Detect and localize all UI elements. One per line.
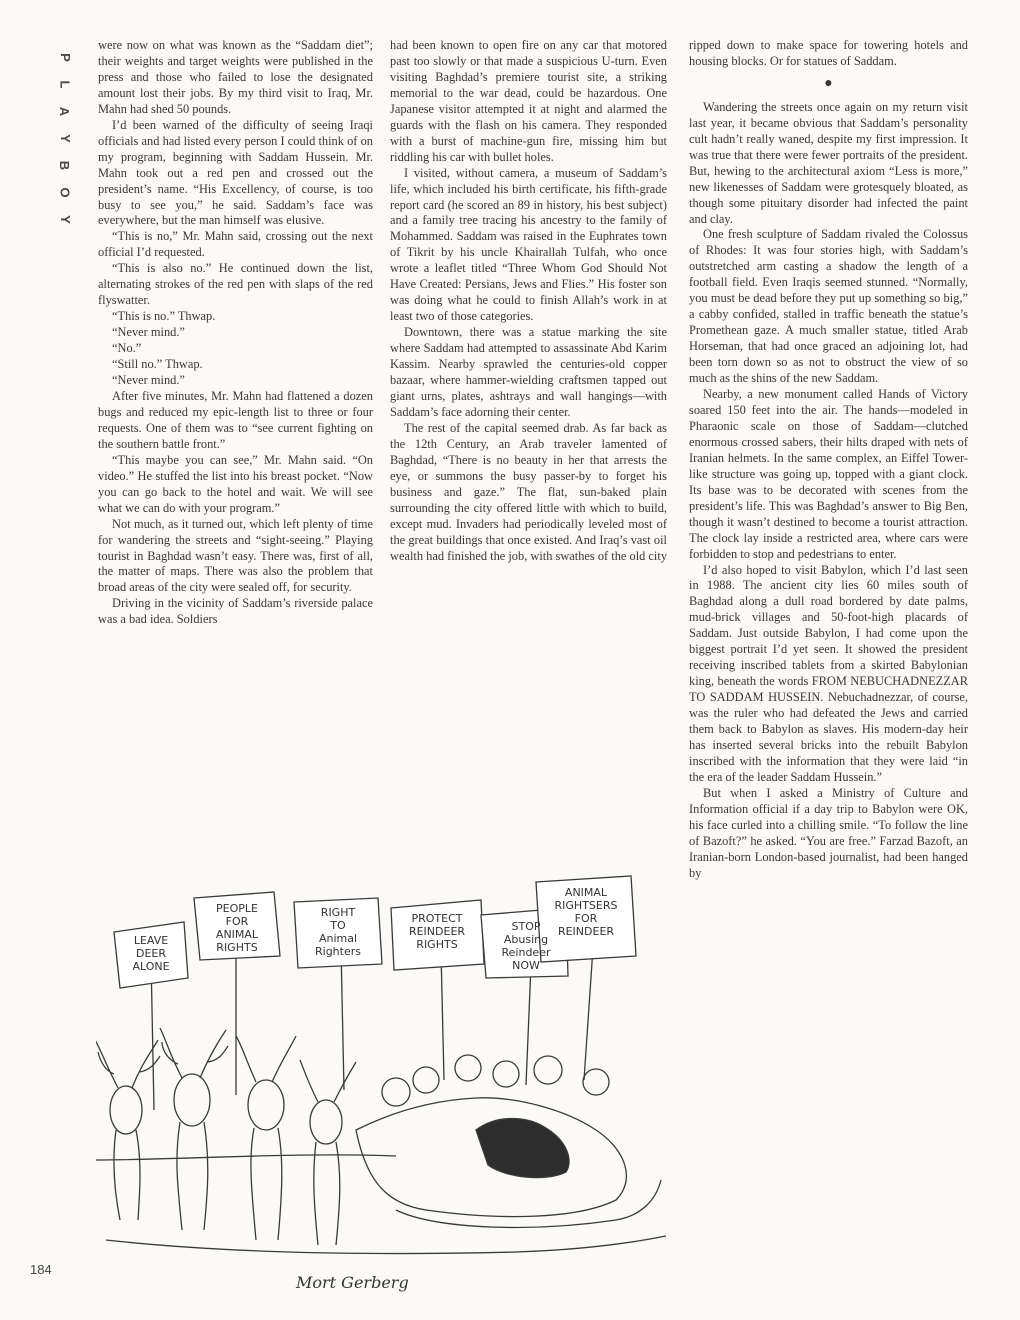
paragraph: “This is no.” Thwap. <box>112 309 216 324</box>
paragraph: I visited, without camera, a museum of Saddam’s life, which included his birth certificate, his fifth-grade report card (he scored an 89 in history, his best subject) and a family tree tracing his ancestry to the family of Mohammed. Saddam was raised in the Euphrates town of Tikrit by his uncle Khairallah Tulfah, who once wrote a leaflet titled “Three Whom God Should Not Have Created: Persians, Jews and Flies.” His foster son was doing what he could to finish Allah’s work in at least two of those categories. <box>390 165 667 324</box>
paragraph: Wandering the streets once again on my return visit last year, it became obvious that Saddam’s personality cult hadn’t really waned, despite my first impression. It was true that there were fewer portraits of the president. But, hewing to the architectural axiom “Less is more,” new likenesses of Saddam were grotesquely bloated, as though some pituitary disorder had infected the paint and clay. <box>689 99 968 226</box>
masthead-letter: L <box>57 80 73 89</box>
text-column-1 <box>98 38 373 628</box>
paragraph: Nearby, a new monument called Hands of Victory soared 150 feet into the air. The hands—modeled in Pharaonic scale on those of Saddam—clutched enormous crossed sabers, their hilts draped with nets of Iranian helmets. In the same complex, an Eiffel Tower-like structure was going up, topped with a giant clock. Its base was to be decorated with scenes from the president’s life. This was Baghdad’s answer to Big Ben, though it wasn’t destined to become a tourist attraction. The clock lay inside a restricted area, where cars were forbidden to stop and pedestrians to enter. <box>689 387 968 561</box>
masthead-letter: A <box>57 106 73 117</box>
text-column-3 <box>689 38 968 882</box>
paragraph: “No.” <box>112 341 142 356</box>
masthead-letter: O <box>57 187 73 198</box>
masthead-letter: Y <box>57 215 73 224</box>
sign-text: ANIMAL RIGHTSERS FOR REINDEER <box>554 886 618 938</box>
sign-text: LEAVE DEER ALONE <box>132 934 170 973</box>
paragraph: I’d been warned of the difficulty of seeing Iraqi officials and had listed every person I could think of on my program, beginning with Saddam Hussein. Mr. Mahn took out a red pen and crossed out the president’s name. “His Excellency, of course, is too busy to see you,” he said. Saddam’s face was everywhere, but the man himself was elusive. <box>98 117 373 228</box>
paragraph: ripped down to make space for towering hotels and housing blocks. Or for statues of Saddam. <box>689 38 968 68</box>
cartoon-signature: Mort Gerberg <box>296 1273 409 1292</box>
section-bullet: ● <box>824 75 833 91</box>
masthead-vertical <box>54 44 76 233</box>
paragraph: One fresh sculpture of Saddam rivaled the Colossus of Rhodes: It was four stories high, with Saddam’s outstretched arm casting a shadow the length of a football field. Even Iraqis seemed stunned. “Normally, you must be dead before they put up something so big,” a cabby confided, stalled in traffic beneath the statue’s Promethean gaze. A much smaller statue, titled Arab Horseman, that had once graced an adjoining lot, had been torn down so as not to obstruct the view of so much as the shins of the new Saddam. <box>689 227 968 386</box>
cartoon-illustration <box>96 860 676 1300</box>
paragraph: “Still no.” Thwap. <box>112 357 203 372</box>
paragraph: “Never mind.” <box>112 373 185 388</box>
masthead-letter: B <box>57 160 73 171</box>
paragraph: I’d also hoped to visit Babylon, which I’d last seen in 1988. The ancient city lies 60 miles south of Baghdad along a dull road bordered by date palms, mud-brick villages and 50-foot-high placards of Saddam. Just outside Babylon, I had come upon the biggest portrait I’d yet seen. It showed the president receiving inscribed tablets from a skirted Babylonian king, beneath the words FROM NEBUCHADNEZZAR TO SADDAM HUSSEIN. Nebuchadnezzar, of course, was the ruler who had defeated the Jews and carried them back to Babylon as slaves. His modern-day heir has inserted several bricks into the rebuilt Babylon inscribed with the information that they were laid “in the era of the leader Saddam Hussein.” <box>689 562 968 784</box>
paragraph: “This is no,” Mr. Mahn said, crossing out the next official I’d requested. <box>98 229 373 260</box>
paragraph: Driving in the vicinity of Saddam’s riverside palace was a bad idea. Soldiers <box>98 596 373 627</box>
paragraph: Not much, as it turned out, which left plenty of time for wandering the streets and “sight-seeing.” Playing tourist in Baghdad wasn’t easy. There was, first of all, the matter of maps. There was also the problem that broad areas of the city were sealed off, for security. <box>98 516 373 595</box>
sign-text: PROTECT REINDEER RIGHTS <box>408 912 466 951</box>
masthead-letter: Y <box>57 134 73 143</box>
paragraph: “Never mind.” <box>112 325 185 340</box>
paragraph: were now on what was known as the “Saddam diet”; their weights and target weights were published in the press and those who failed to lose the designated amount lost their jobs. By my third visit to Iraq, Mr. Mahn had shed 50 pounds. <box>98 38 373 116</box>
paragraph: Downtown, there was a statue marking the site where Saddam had attempted to assassinate Abd Karim Kassim. Nearby sprawled the centuries-old copper bazaar, where hammer-wielding craftsmen tapped out giant urns, plates, ashtrays and wall hangings—with Saddam’s face adorning their center. <box>390 325 667 419</box>
paragraph: The rest of the capital seemed drab. As far back as the 12th Century, an Arab traveler lamented of Baghdad, “There is no beauty in her that arrests the eye, or summons the busy passer-by to forget his business and gaze.” The flat, sun-baked plain surrounding the city offered little with which to build, except mud. Invaders had periodically leveled most of the great buildings that once existed. And Iraq’s vast oil wealth had finished the job, with swathes of the old city <box>390 420 668 563</box>
sign-text: STOP Abusing Reindeer NOW <box>501 920 551 972</box>
sign-text: RIGHT TO Animal Righters <box>315 906 361 958</box>
paragraph: But when I asked a Ministry of Culture and Information official if a day trip to Babylon were OK, his face curled into a chilling smile. “To follow the line of Bazoft?” he asked. “You are free.” Farzad Bazoft, an Iranian-born London-based journalist, had been hanged by <box>689 785 968 880</box>
paragraph: After five minutes, Mr. Mahn had flattened a dozen bugs and reduced my epic-length list to three or four requests. One of them was to “see current fighting on the southern battle front.” <box>98 388 373 451</box>
text-column-2 <box>390 38 667 564</box>
paragraph: “This maybe you can see,” Mr. Mahn said. “On video.” He stuffed the list into his breast pocket. “Now you can go back to the hotel and wait. We will see what we can do with your program.” <box>98 452 373 515</box>
masthead-letter: P <box>57 53 73 62</box>
paragraph: had been known to open fire on any car that motored past too slowly or that made a suspicious U-turn. Even visiting Baghdad’s premiere tourist site, a striking memorial to the war dead, could be hazardous. One Japanese visitor attempted it at night and alarmed the guards with the flash on his camera. They responded with a burst of machine-gun fire, missing him but riddling his car with bullet holes. <box>390 38 667 164</box>
page-number: 184 <box>30 1262 52 1277</box>
sign-text: PEOPLE FOR ANIMAL RIGHTS <box>215 902 259 954</box>
paragraph: “This is also no.” He continued down the list, alternating strokes of the red pen with slaps of the red flyswatter. <box>98 261 373 308</box>
